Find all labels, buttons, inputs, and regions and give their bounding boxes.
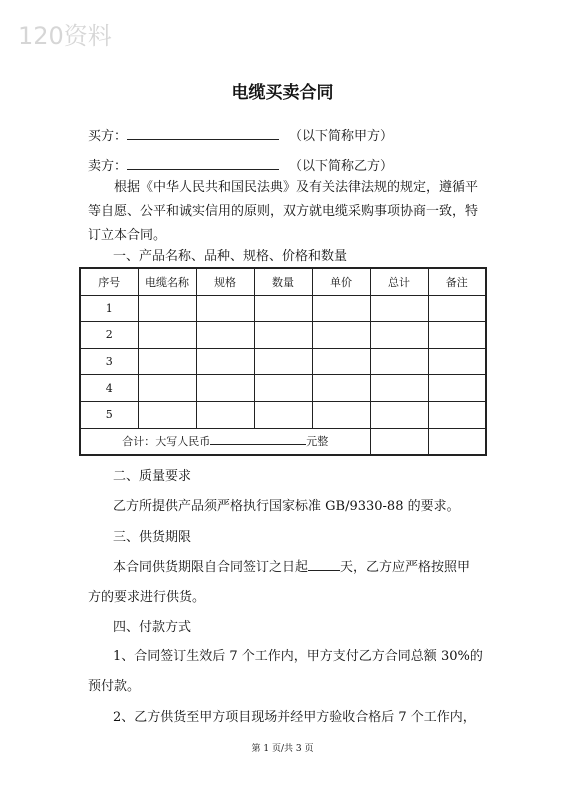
intro-line-3: 订立本合同。 xyxy=(88,228,167,243)
header-total: 总计 xyxy=(370,268,428,295)
intro-line-2: 等自愿、公平和诚实信用的原则，双方就电缆采购事项协商一致，特 xyxy=(88,204,479,219)
seller-label: 卖方： xyxy=(88,159,128,174)
total-remarks-cell[interactable] xyxy=(428,428,486,455)
cell-spec[interactable] xyxy=(196,401,254,428)
table-header-row xyxy=(80,268,486,295)
cell-spec[interactable] xyxy=(196,322,254,349)
cell-quantity[interactable] xyxy=(254,295,312,322)
cell-cable-name[interactable] xyxy=(138,375,196,402)
delivery-days-blank[interactable] xyxy=(308,558,340,571)
delivery-text-b: 天，乙方应严格按照甲 xyxy=(340,560,471,575)
header-unit-price: 单价 xyxy=(312,268,370,295)
cell-cable-name[interactable] xyxy=(138,322,196,349)
table-row xyxy=(80,375,486,402)
cell-remarks[interactable] xyxy=(428,401,486,428)
cell-quantity[interactable] xyxy=(254,401,312,428)
total-suffix: 元整 xyxy=(306,435,329,449)
seller-blank[interactable] xyxy=(127,157,279,170)
cell-spec[interactable] xyxy=(196,295,254,322)
payment-1-line-2: 预付款。 xyxy=(88,679,141,694)
total-sum-cell[interactable] xyxy=(370,428,428,455)
buyer-blank[interactable] xyxy=(127,127,279,140)
cell-unit-price[interactable] xyxy=(312,348,370,375)
quality-text: 乙方所提供产品须严格执行国家标准 GB/9330-88 的要求。 xyxy=(113,499,460,514)
watermark-logo: 120资料 xyxy=(18,22,112,50)
cell-spec[interactable] xyxy=(196,348,254,375)
cell-total[interactable] xyxy=(370,322,428,349)
row-index: 4 xyxy=(80,375,138,402)
cell-remarks[interactable] xyxy=(428,375,486,402)
document-title: 电缆买卖合同 xyxy=(231,83,334,103)
buyer-label: 买方： xyxy=(88,129,128,144)
intro-line-1: 根据《中华人民共和国民法典》及有关法律法规的规定，遵循平 xyxy=(114,180,479,195)
cell-spec[interactable] xyxy=(196,375,254,402)
cell-remarks[interactable] xyxy=(428,322,486,349)
cell-unit-price[interactable] xyxy=(312,322,370,349)
table-row xyxy=(80,322,486,349)
cell-unit-price[interactable] xyxy=(312,295,370,322)
product-table xyxy=(79,267,487,456)
table-row xyxy=(80,295,486,322)
cell-total[interactable] xyxy=(370,295,428,322)
intro-paragraph xyxy=(88,176,483,248)
cell-quantity[interactable] xyxy=(254,322,312,349)
seller-line xyxy=(88,155,393,174)
header-cable-name: 电缆名称 xyxy=(138,268,196,295)
cell-unit-price[interactable] xyxy=(312,401,370,428)
cell-cable-name[interactable] xyxy=(138,295,196,322)
section-2-heading: 二、质量要求 xyxy=(113,469,192,484)
cell-remarks[interactable] xyxy=(428,295,486,322)
section-1-heading: 一、产品名称、品种、规格、价格和数量 xyxy=(113,249,348,264)
header-quantity: 数量 xyxy=(254,268,312,295)
header-remarks: 备注 xyxy=(428,268,486,295)
total-prefix: 合计：大写人民币 xyxy=(122,435,211,449)
cell-total[interactable] xyxy=(370,348,428,375)
total-amount-blank[interactable] xyxy=(210,434,306,445)
delivery-text-a: 本合同供货期限自合同签订之日起 xyxy=(113,560,309,575)
row-index: 3 xyxy=(80,348,138,375)
row-index: 5 xyxy=(80,401,138,428)
cell-total[interactable] xyxy=(370,375,428,402)
table-total-row xyxy=(80,428,486,455)
row-index: 1 xyxy=(80,295,138,322)
table-row xyxy=(80,348,486,375)
cell-remarks[interactable] xyxy=(428,348,486,375)
cell-unit-price[interactable] xyxy=(312,375,370,402)
payment-1-line-1: 1、合同签订生效后 7 个工作内，甲方支付乙方合同总额 30%的 xyxy=(113,649,483,664)
cell-quantity[interactable] xyxy=(254,348,312,375)
cell-total[interactable] xyxy=(370,401,428,428)
buyer-line xyxy=(88,125,393,144)
section-3-heading: 三、供货期限 xyxy=(113,530,192,545)
seller-suffix: （以下简称乙方） xyxy=(289,159,394,174)
page-footer: 第 1 页/共 3 页 xyxy=(251,744,314,754)
cell-quantity[interactable] xyxy=(254,375,312,402)
total-cell xyxy=(80,428,370,455)
cell-cable-name[interactable] xyxy=(138,401,196,428)
row-index: 2 xyxy=(80,322,138,349)
header-index: 序号 xyxy=(80,268,138,295)
table-row xyxy=(80,401,486,428)
buyer-suffix: （以下简称甲方） xyxy=(289,129,394,144)
delivery-line-1 xyxy=(113,556,470,575)
delivery-line-2: 方的要求进行供货。 xyxy=(88,590,206,605)
section-4-heading: 四、付款方式 xyxy=(113,620,192,635)
cell-cable-name[interactable] xyxy=(138,348,196,375)
payment-2-line-1: 2、乙方供货至甲方项目现场并经甲方验收合格后 7 个工作内， xyxy=(113,710,476,725)
header-spec: 规格 xyxy=(196,268,254,295)
